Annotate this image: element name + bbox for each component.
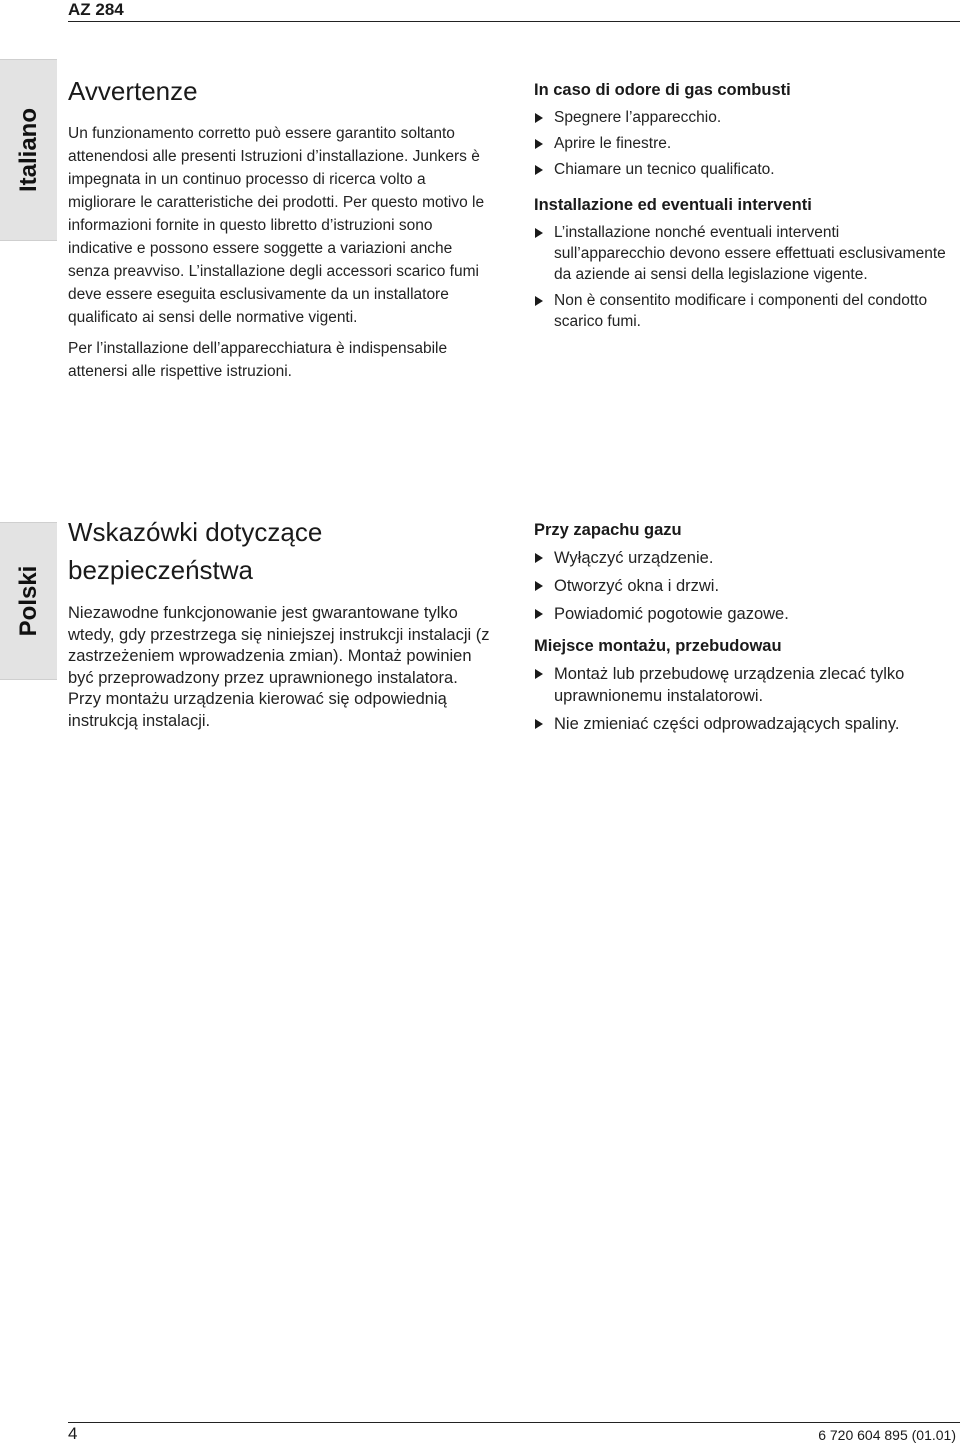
language-tab-polski xyxy=(0,522,57,680)
list-item: Otworzyć okna i drzwi. xyxy=(534,575,954,597)
bullet-arrow-icon xyxy=(535,581,543,591)
polski-left-column xyxy=(68,513,493,740)
install-instructions-list xyxy=(534,663,954,735)
page-number: 4 xyxy=(68,1424,78,1443)
bullet-arrow-icon xyxy=(535,296,543,306)
subheading-gas: Przy zapachu gazu xyxy=(534,521,682,539)
install-instructions-list xyxy=(534,222,954,332)
subheading-install: Miejsce montażu, przebudowau xyxy=(534,637,782,655)
language-tab-label: Italiano xyxy=(14,107,42,193)
bullet-arrow-icon xyxy=(535,609,543,619)
section-heading: Wskazówki dotyczące bezpieczeństwa xyxy=(68,517,323,585)
list-item: Spegnere l’apparecchio. xyxy=(534,107,954,128)
section-heading: Avvertenze xyxy=(68,76,198,106)
bullet-arrow-icon xyxy=(535,165,543,175)
header-rule xyxy=(68,21,960,22)
document-code: 6 720 604 895 (01.01) xyxy=(818,1427,956,1443)
list-item: Non è consentito modificare i componenti del condotto scarico fumi. xyxy=(534,290,954,332)
body-paragraph: Un funzionamento corretto può essere garantito soltanto attenendosi alle presenti Istruzioni d’installazione. Junkers è impegnata in un continuo processo di ricerca volto a migliorare le caratteristiche dei prodotti. Per questo motivo le informazioni fornite in questo libretto d’istruzioni sono indicative e possono essere soggette a variazioni anche senza preavviso. L’installazione degli accessori scarico fumi deve essere eseguita esclusivamente da un installatore qualificato ai sensi delle normative vigenti. xyxy=(68,125,485,326)
bullet-arrow-icon xyxy=(535,139,543,149)
bullet-arrow-icon xyxy=(535,113,543,123)
bullet-arrow-icon xyxy=(535,228,543,238)
gas-instructions-list xyxy=(534,547,954,625)
list-item: Chiamare un tecnico qualificato. xyxy=(534,159,954,180)
polski-right-column xyxy=(534,519,954,743)
italiano-right-column xyxy=(534,79,954,340)
list-item: Montaż lub przebudowę urządzenia zlecać tylko uprawnionemu instalatorowi. xyxy=(534,663,954,707)
bullet-arrow-icon xyxy=(535,553,543,563)
italiano-left-column xyxy=(68,76,493,391)
subheading-gas: In caso di odore di gas combusti xyxy=(534,81,791,99)
language-tab-label: Polski xyxy=(14,565,42,637)
bullet-arrow-icon xyxy=(535,669,543,679)
gas-instructions-list xyxy=(534,107,954,180)
subheading-install: Installazione ed eventuali interventi xyxy=(534,196,812,214)
list-item: Powiadomić pogotowie gazowe. xyxy=(534,603,954,625)
list-item: Wyłączyć urządzenie. xyxy=(534,547,954,569)
body-paragraph: Per l’installazione dell’apparecchiatura è indispensabile attenersi alle rispettive istruzioni. xyxy=(68,340,448,380)
list-item: Aprire le finestre. xyxy=(534,133,954,154)
footer-rule xyxy=(68,1422,960,1423)
document-header-title: AZ 284 xyxy=(68,0,124,19)
body-paragraph: Niezawodne funkcjonowanie jest gwarantowane tylko wtedy, gdy przestrzega się niniejszej instrukcji instalacji (z zastrzeżeniem wprowadzenia zmian). Montaż powinien być przeprowadzony przez uprawnionego instalatora. Przy montażu urządzenia kierować się odpowiednią instrukcją instalacji. xyxy=(68,604,490,730)
bullet-arrow-icon xyxy=(535,719,543,729)
language-tab-italiano xyxy=(0,59,57,241)
list-item: L’installazione nonché eventuali interventi sull’apparecchio devono essere effettuati esclusivamente da aziende ai sensi della legislazione vigente. xyxy=(534,222,954,285)
list-item: Nie zmieniać części odprowadzających spaliny. xyxy=(534,713,954,735)
